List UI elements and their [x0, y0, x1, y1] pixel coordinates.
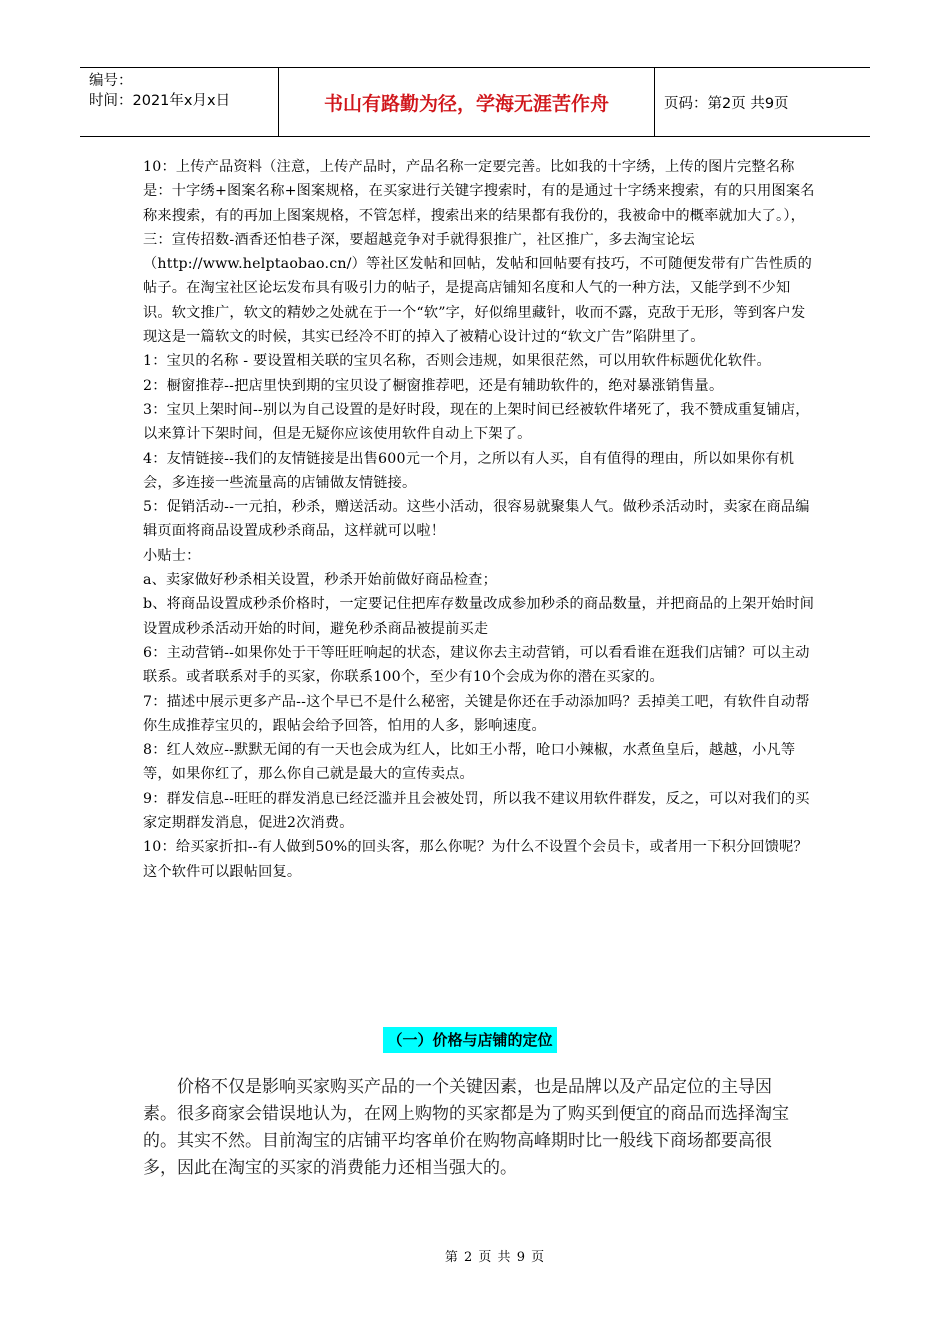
document-body	[143, 155, 815, 884]
paragraph: 5：促销活动--一元拍，秒杀，赠送活动。这些小活动，很容易就聚集人气。做秒杀活动时，卖家在商品编辑页面将商品设置成秒杀商品，这样就可以啦！	[143, 499, 810, 540]
tips-heading: 小贴士：	[143, 547, 201, 564]
paragraph: 10：上传产品资料（注意，上传产品时，产品名称一定要完善。比如我的十字绣，上传的图片完整名称是：十字绣+图案名称+图案规格，在买家进行关键字搜索时，有的是通过十字绣来搜索，有的只用图案名称来搜索，有的再加上图案规格，不管怎样，搜索出来的结果都有我份的，我被命中的概率就加大了。），	[143, 159, 815, 224]
paragraph: 2：橱窗推荐--把店里快到期的宝贝设了橱窗推荐吧，还是有辅助软件的，绝对暴涨销售量。	[143, 377, 724, 394]
header-page-info: 页码：第2页 共9页	[664, 95, 789, 112]
paragraph: 1：宝贝的名称 - 要设置相关联的宝贝名称，否则会违规，如果很茫然，可以用软件标题优化软件。	[143, 353, 771, 370]
header-motto: 书山有路勤为径，学海无涯苦作舟	[279, 68, 655, 136]
paragraph: 8：红人效应--默默无闻的有一天也会成为红人，比如王小帮，呛口小辣椒，水煮鱼皇后，越越，小凡等等，如果你红了，那么你自己就是最大的宣传卖点。	[143, 742, 796, 783]
section-heading-row	[0, 1027, 950, 1053]
section-intro-paragraph: 价格不仅是影响买家购买产品的一个关键因素，也是品牌以及产品定位的主导因素。很多商家会错误地认为，在网上购物的买家都是为了购买到便宜的商品而选择淘宝的。其实不然。目前淘宝的店铺平均客单价在购物高峰期时比一般线下商场都要高很多，因此在淘宝的买家的消费能力还相当强大的。	[143, 1077, 789, 1178]
section-title: （一）价格与店铺的定位	[383, 1027, 556, 1053]
tip-item: a、卖家做好秒杀相关设置，秒杀开始前做好商品检查；	[143, 572, 497, 589]
document-number-label: 编号：	[89, 73, 133, 89]
header-meta	[80, 68, 279, 136]
document-date: 时间：2021年x月x日	[89, 93, 231, 109]
paragraph: 10：给买家折扣--有人做到50%的回头客，那么你呢？为什么不设置个会员卡，或者用一下积分回馈呢？这个软件可以跟帖回复。	[143, 839, 808, 880]
paragraph: 三：宣传招数-酒香还怕巷子深，要超越竞争对手就得狠推广，社区推广，多去淘宝论坛（http://www.helptaobao.cn/）等社区发帖和回帖，发帖和回帖要有技巧，不可随便发带有广告性质的帖子。在淘宝社区论坛发布具有吸引力的帖子，是提高店铺知名度和人气的一种方法，又能学到不少知识。软文推广，软文的精妙之处就在于一个“软”字，好似绵里藏针，收而不露，克敌于无形，等到客户发现这是一篇软文的时候，其实已经冷不盯的掉入了被精心设计过的“软文广告”陷阱里了。	[143, 231, 813, 346]
paragraph: 4：友情链接--我们的友情链接是出售600元一个月，之所以有人买，自有值得的理由，所以如果你有机会，多连接一些流量高的店铺做友情链接。	[143, 450, 795, 491]
tip-item: b、将商品设置成秒杀价格时，一定要记住把库存数量改成参加秒杀的商品数量，并把商品的上架开始时间设置成秒杀活动开始的时间，避免秒杀商品被提前买走	[143, 596, 815, 637]
paragraph: 9：群发信息--旺旺的群发消息已经泛滥并且会被处罚，所以我不建议用软件群发，反之，可以对我们的买家定期群发消息，促进2次消费。	[143, 790, 810, 832]
paragraph: 7：描述中展示更多产品--这个早已不是什么秘密，关键是你还在手动添加吗？丢掉美工吧，有软件自动帮你生成推荐宝贝的，跟帖会给予回答，怕用的人多，影响速度。	[143, 693, 810, 734]
paragraph: 3：宝贝上架时间--别以为自己设置的是好时段，现在的上架时间已经被软件堵死了，我不赞成重复铺店，以来算计下架时间，但是无疑你应该使用软件自动上下架了。	[143, 401, 810, 443]
page-header	[80, 67, 870, 137]
section-intro	[143, 1074, 803, 1182]
page-footer: 第 2 页 共 9 页	[444, 1250, 546, 1265]
paragraph: 6：主动营销--如果你处于干等旺旺响起的状态，建议你去主动营销，可以看看谁在逛我们店铺？可以主动联系。或者联系对手的买家，你联系100个，至少有10个会成为你的潜在买家的。	[143, 644, 810, 686]
